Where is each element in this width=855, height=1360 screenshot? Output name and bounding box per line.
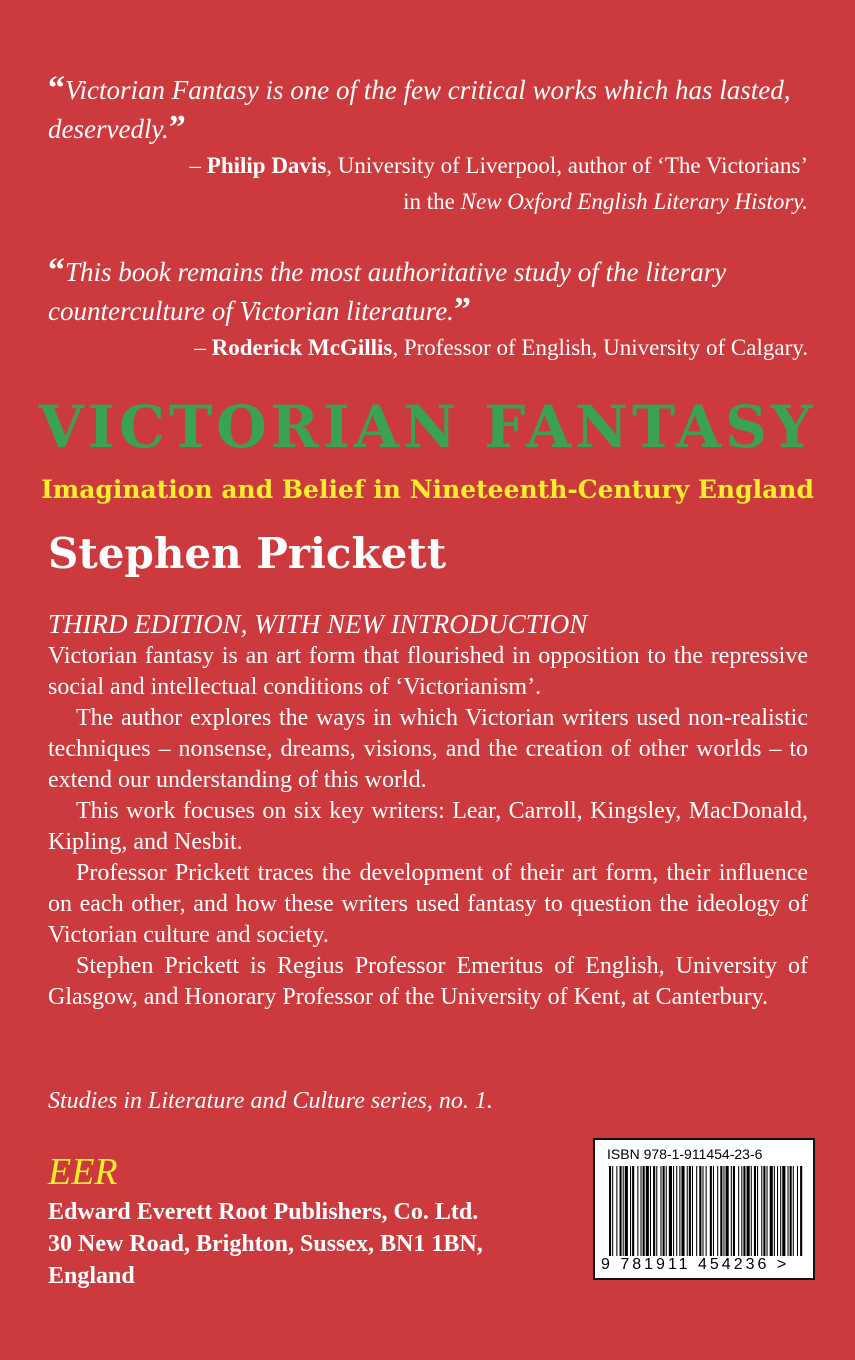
description-paragraph: The author explores the ways in which Victorian writers used non-realistic techniques – nonsense, dreams, visions, and the creation of other worlds – to extend our understanding of this world. — [48, 705, 808, 793]
barcode-bar — [637, 1166, 638, 1256]
barcode-bar — [643, 1166, 645, 1256]
barcode-bar — [751, 1166, 752, 1256]
barcode-bar — [616, 1166, 617, 1256]
description-paragraph: Professor Prickett traces the development of their art form, their influence on each other, and how these writers used fantasy to question the ideology of Victorian culture and society. — [48, 860, 808, 948]
barcode-bar — [788, 1166, 789, 1256]
barcode-bar — [656, 1166, 657, 1256]
barcode-bar — [770, 1166, 773, 1256]
barcode-bar — [702, 1166, 703, 1256]
barcode-bar — [726, 1166, 729, 1256]
barcode-bar — [689, 1166, 691, 1256]
barcode-bar — [673, 1166, 674, 1256]
barcode-bar — [747, 1166, 750, 1256]
barcode-bar — [797, 1166, 798, 1256]
barcode-bar — [713, 1166, 714, 1256]
book-title: VICTORIAN FANTASY — [38, 393, 817, 461]
barcode-bar — [679, 1166, 680, 1256]
quote-text — [48, 70, 808, 148]
isbn-label: ISBN 978-1-911454-23-6 — [607, 1146, 763, 1162]
description-paragraph: This work focuses on six key writers: Lear, Carroll, Kingsley, MacDonald, Kipling, and Nesbit. — [48, 798, 808, 855]
barcode-bar — [630, 1166, 631, 1256]
publisher-address-line2: England — [48, 1263, 135, 1289]
barcode-bar — [723, 1166, 724, 1256]
barcode-bar — [623, 1166, 624, 1256]
book-author: Stephen Prickett — [48, 529, 447, 578]
barcode-bar — [800, 1166, 802, 1256]
barcode-bar — [782, 1166, 785, 1256]
quote-roderick-mcgillis — [48, 252, 808, 366]
barcode-bar — [763, 1166, 765, 1256]
barcode-bar — [641, 1166, 642, 1256]
barcode-bar — [676, 1166, 677, 1256]
quote-attribution: – Roderick McGillis, Professor of English, University of Calgary. — [194, 335, 808, 360]
quote-philip-davis — [48, 70, 808, 220]
barcode-digits: 9 781911 454236 > — [601, 1256, 790, 1273]
publisher-logo: EER — [48, 1151, 118, 1193]
barcode-bar — [767, 1166, 768, 1256]
barcode-bar — [761, 1166, 762, 1256]
barcode-bar — [696, 1166, 697, 1256]
close-quote-mark: ” — [453, 291, 471, 328]
barcode-bar — [777, 1166, 778, 1256]
publisher-name: Edward Everett Root Publishers, Co. Ltd. — [48, 1199, 479, 1225]
barcode-bar — [653, 1166, 655, 1256]
barcode-bar — [741, 1166, 742, 1256]
barcode-bar — [699, 1166, 701, 1256]
open-quote-mark: “ — [48, 252, 65, 289]
barcode-bar — [687, 1166, 688, 1256]
quote-title-italic: Victorian Fantasy — [65, 75, 259, 105]
attribution-line2-prefix: in the — [403, 189, 461, 214]
attribution-affiliation: , Professor of English, University of Calgary. — [392, 335, 808, 360]
barcode-bar — [790, 1166, 792, 1256]
edition-heading: THIRD EDITION, WITH NEW INTRODUCTION — [48, 609, 588, 639]
barcode-bar — [731, 1166, 732, 1256]
quote-attribution: – Philip Davis, University of Liverpool, author of ‘The Victorians’ in the New Oxford English Literary History. — [189, 153, 808, 214]
barcode-bar — [669, 1166, 672, 1256]
barcode-bar — [625, 1166, 628, 1256]
isbn-barcode — [593, 1138, 815, 1280]
close-quote-mark: ” — [168, 109, 186, 146]
series-note: Studies in Literature and Culture series, no. 1. — [48, 1088, 493, 1114]
barcode-bar — [780, 1166, 781, 1256]
barcode-bar — [650, 1166, 651, 1256]
barcode-bar — [660, 1166, 661, 1256]
barcode-bar — [632, 1166, 634, 1256]
barcode-bar — [793, 1166, 794, 1256]
barcode-bar — [733, 1166, 735, 1256]
quote-body: This book remains the most authoritative study of the literary counterculture of Victorian literature. — [48, 257, 727, 326]
description-paragraph: Stephen Prickett is Regius Professor Emeritus of English, University of Glasgow, and Honorary Professor of the University of Kent, at Canterbury. — [48, 953, 808, 1010]
barcode-bar — [663, 1166, 665, 1256]
attribution-name: Roderick McGillis — [211, 335, 393, 360]
barcode-bar — [612, 1166, 613, 1256]
barcode-bar — [774, 1166, 775, 1256]
attribution-affiliation: , University of Liverpool, author of ‘The Victorians’ — [326, 153, 808, 178]
barcode-bar — [646, 1166, 649, 1256]
barcode-bar — [757, 1166, 758, 1256]
attribution-line2-italic: New Oxford English Literary History. — [460, 189, 808, 214]
barcode-bar — [720, 1166, 722, 1256]
barcode-bar — [710, 1166, 712, 1256]
barcode-bar — [706, 1166, 707, 1256]
quote-body: is one of the few critical works which has lasted, deservedly. — [48, 75, 791, 144]
publisher-info — [48, 1196, 568, 1292]
barcode-bar — [754, 1166, 756, 1256]
attribution-name: Philip Davis — [206, 153, 327, 178]
barcode-bar — [609, 1166, 611, 1256]
barcode-bar — [666, 1166, 667, 1256]
barcode-bar — [738, 1166, 739, 1256]
open-quote-mark: “ — [48, 70, 65, 107]
description-paragraph: Victorian fantasy is an art form that flourished in opposition to the repressive social and intellectual conditions of ‘Victorianism’. — [48, 643, 808, 700]
book-subtitle: Imagination and Belief in Nineteenth-Century England — [41, 475, 814, 504]
barcode-bar — [743, 1166, 745, 1256]
barcode-bar — [681, 1166, 684, 1256]
description-body — [48, 607, 808, 1013]
barcode-bar — [717, 1166, 718, 1256]
quote-text — [48, 252, 808, 330]
publisher-address-line1: 30 New Road, Brighton, Sussex, BN1 1BN, — [48, 1231, 483, 1257]
barcode-bars — [607, 1166, 803, 1256]
barcode-bar — [620, 1166, 622, 1256]
barcode-bar — [692, 1166, 693, 1256]
